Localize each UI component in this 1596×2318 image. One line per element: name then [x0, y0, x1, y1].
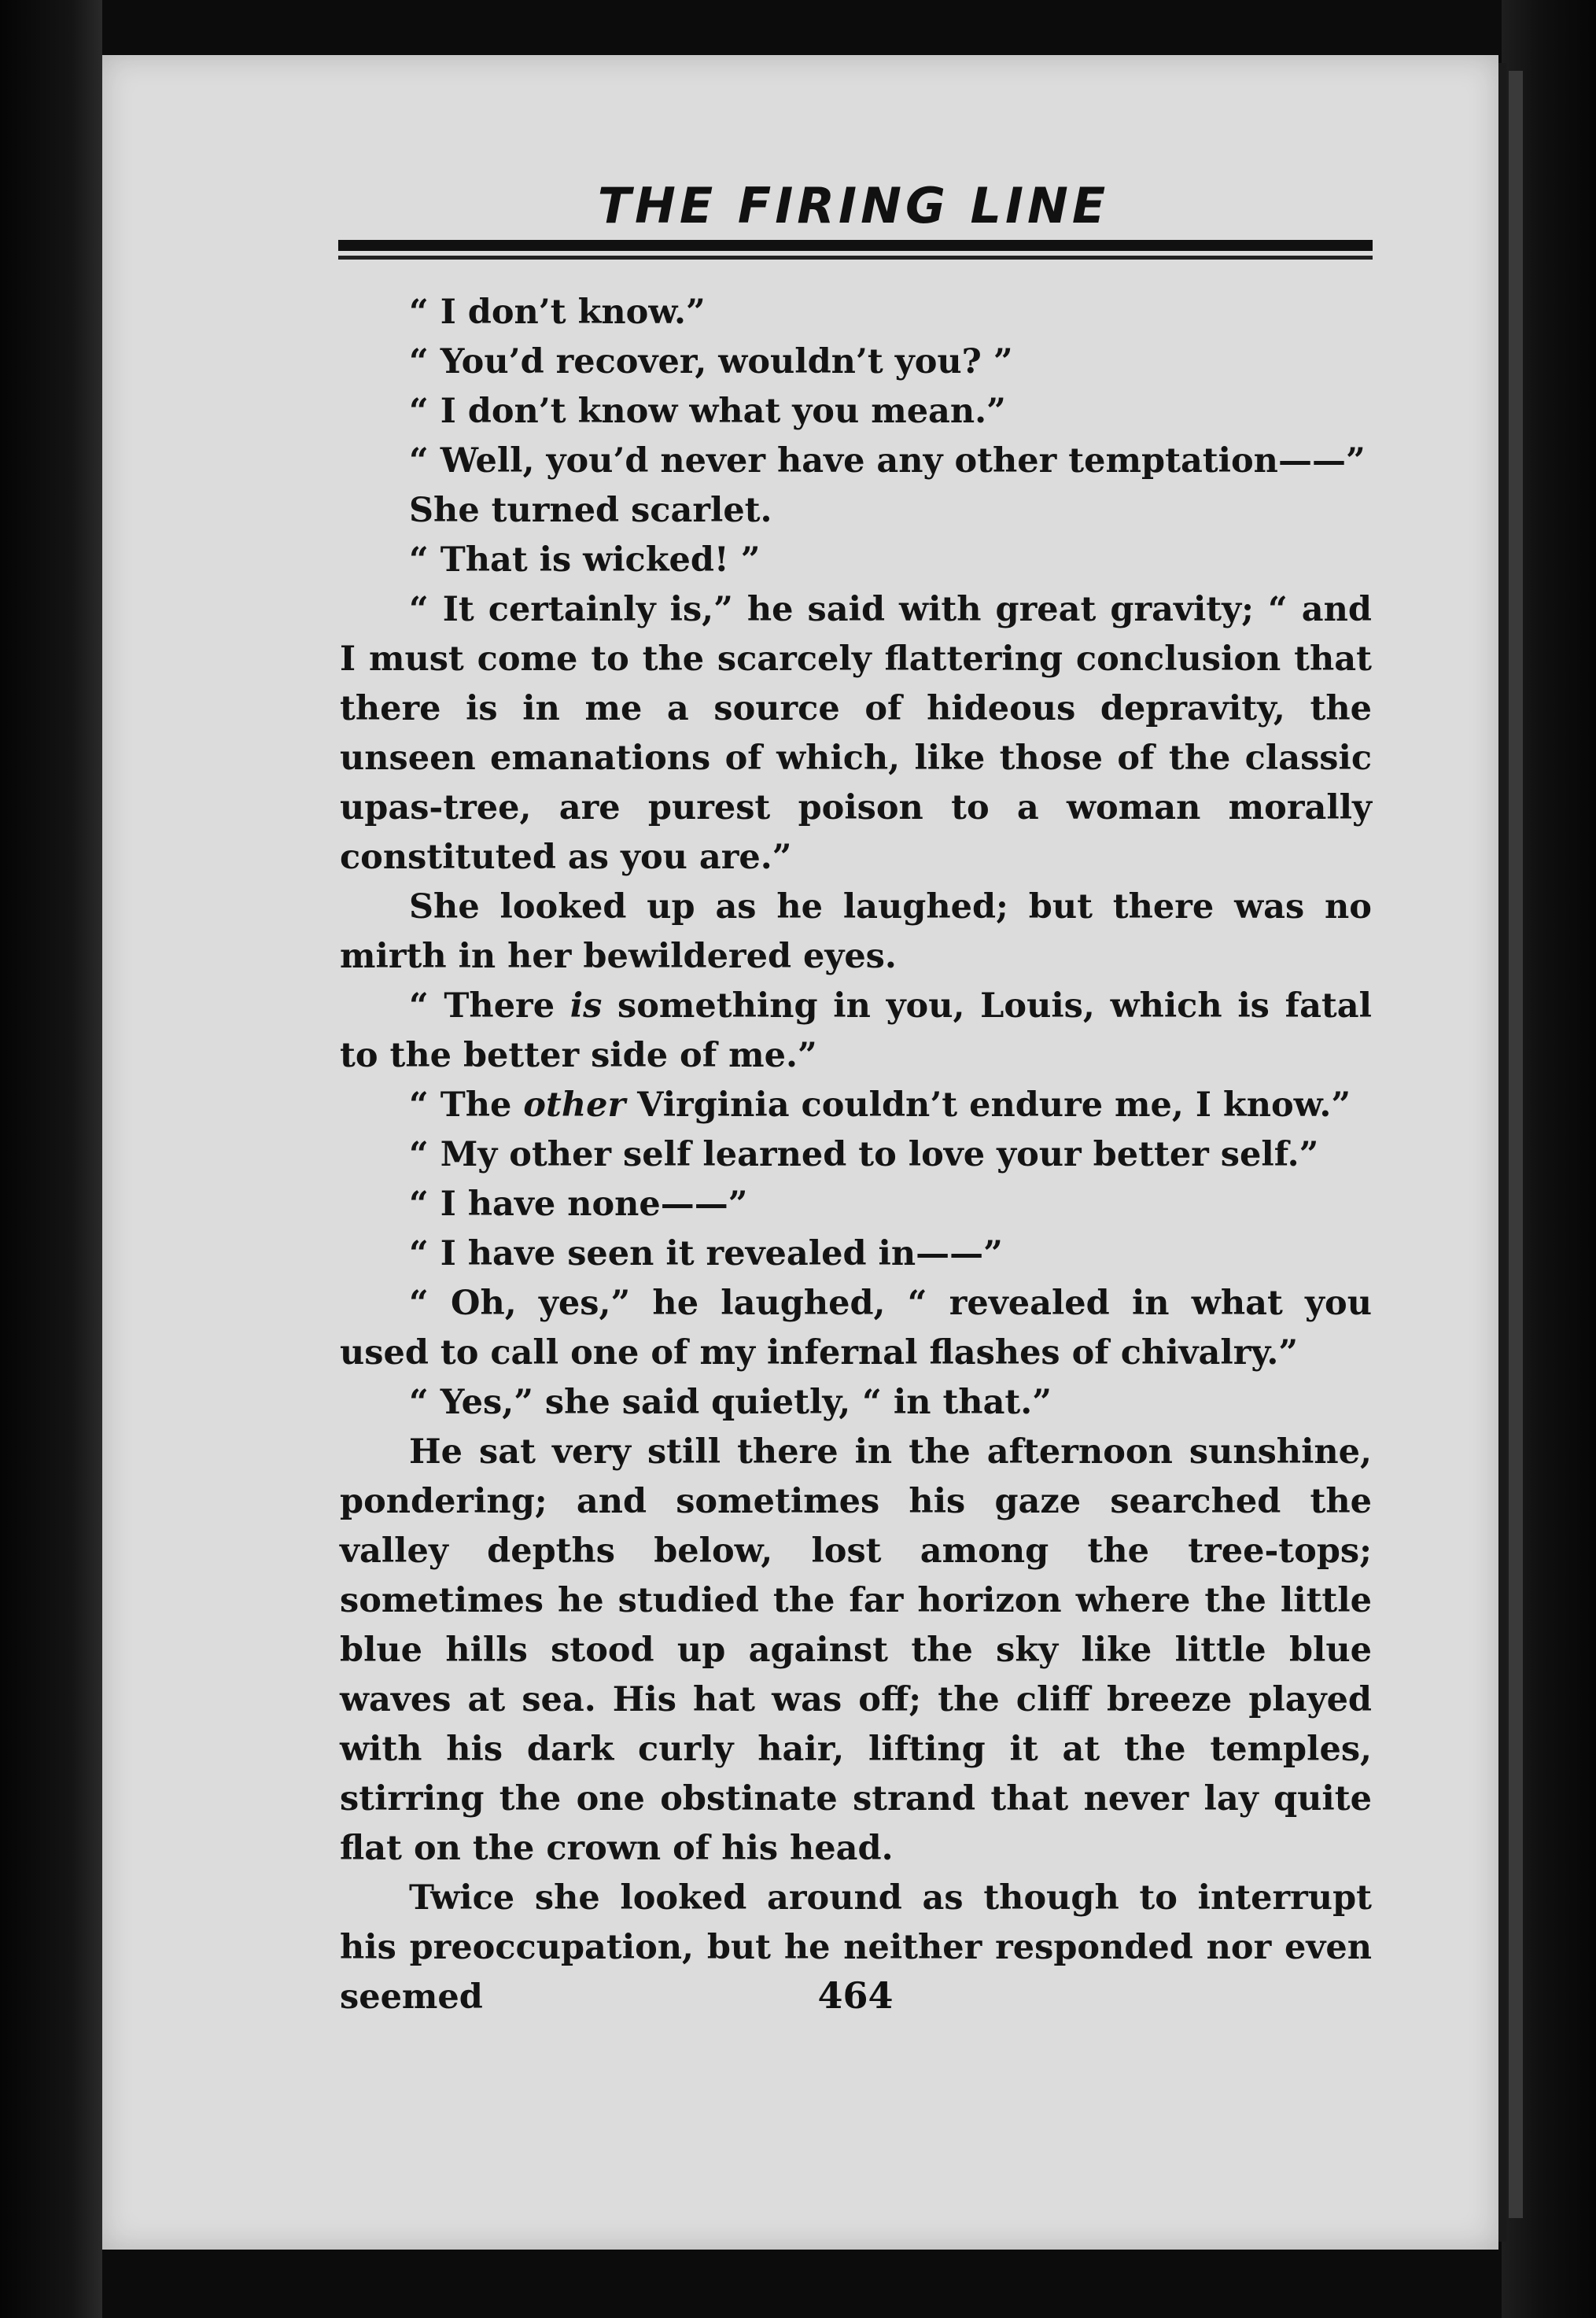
- page-number: 464: [817, 1974, 894, 2017]
- page-gutter-edge: [1498, 63, 1506, 2242]
- paragraph: “ I don’t know.”: [409, 293, 706, 332]
- paragraph: “ My other self learned to love your better self.”: [409, 1135, 1319, 1174]
- paragraph: “ I have seen it revealed in——”: [409, 1234, 1003, 1273]
- paragraph: “ I have none——”: [409, 1185, 748, 1224]
- paragraph: “ I don’t know what you mean.”: [409, 392, 1006, 431]
- paragraph: [340, 982, 1372, 1081]
- paragraph: She looked up as he laughed; but there was no mirth in her bewildered eyes.: [340, 887, 1372, 976]
- paragraph: [340, 1081, 1372, 1130]
- scan-border-left: [0, 0, 102, 2318]
- running-head: THE FIRING LINE: [597, 177, 1110, 234]
- text-run: Virginia couldn’t endure me, I know.”: [625, 1085, 1351, 1125]
- paragraph: “ That is wicked! ”: [409, 540, 761, 580]
- text-run: “ There: [409, 986, 570, 1026]
- paragraph: “ Oh, yes,” he laughed, “ revealed in what you used to call one of my infernal flashes of chivalry.”: [340, 1284, 1372, 1373]
- paragraph: He sat very still there in the afternoon sunshine, pondering; and sometimes his gaze searched the valley depths below, lost among the tree-tops; sometimes he studied the far horizon where the little blue hills stood up against the sky like little blue waves at sea. His hat was off; the cliff breeze played with his dark curly hair, lifting it at the temples, stirring the one obstinate strand that never lay quite flat on the crown of his head.: [340, 1432, 1372, 1868]
- paragraph: “ Well, you’d never have any other temptation——”: [409, 441, 1366, 481]
- header-rule-thin: [338, 256, 1373, 260]
- body-text: [340, 288, 1372, 2022]
- page-gutter-shadow: [1509, 71, 1523, 2218]
- header-rule-thick: [338, 240, 1373, 251]
- text-run: “ The: [409, 1085, 524, 1125]
- paragraph: She turned scarlet.: [409, 491, 772, 530]
- paragraph: “ It certainly is,” he said with great gravity; “ and I must come to the scarcely flattering conclusion that there is in me a source of hideous depravity, the unseen emanations of which, like those of the classic upas-tree, are purest poison to a woman morally constituted as you are.”: [340, 590, 1372, 877]
- paragraph: “ Yes,” she said quietly, “ in that.”: [409, 1383, 1052, 1422]
- paragraph: “ You’d recover, wouldn’t you? ”: [409, 342, 1013, 381]
- emphasis: other: [523, 1085, 626, 1125]
- text-run: something in you, Louis, which is fatal to the better side of me.”: [340, 986, 1372, 1075]
- paragraph: Twice she looked around as though to interrupt his preoccupation, but he neither responded nor even seemed: [340, 1878, 1372, 2017]
- emphasis: is: [569, 986, 603, 1026]
